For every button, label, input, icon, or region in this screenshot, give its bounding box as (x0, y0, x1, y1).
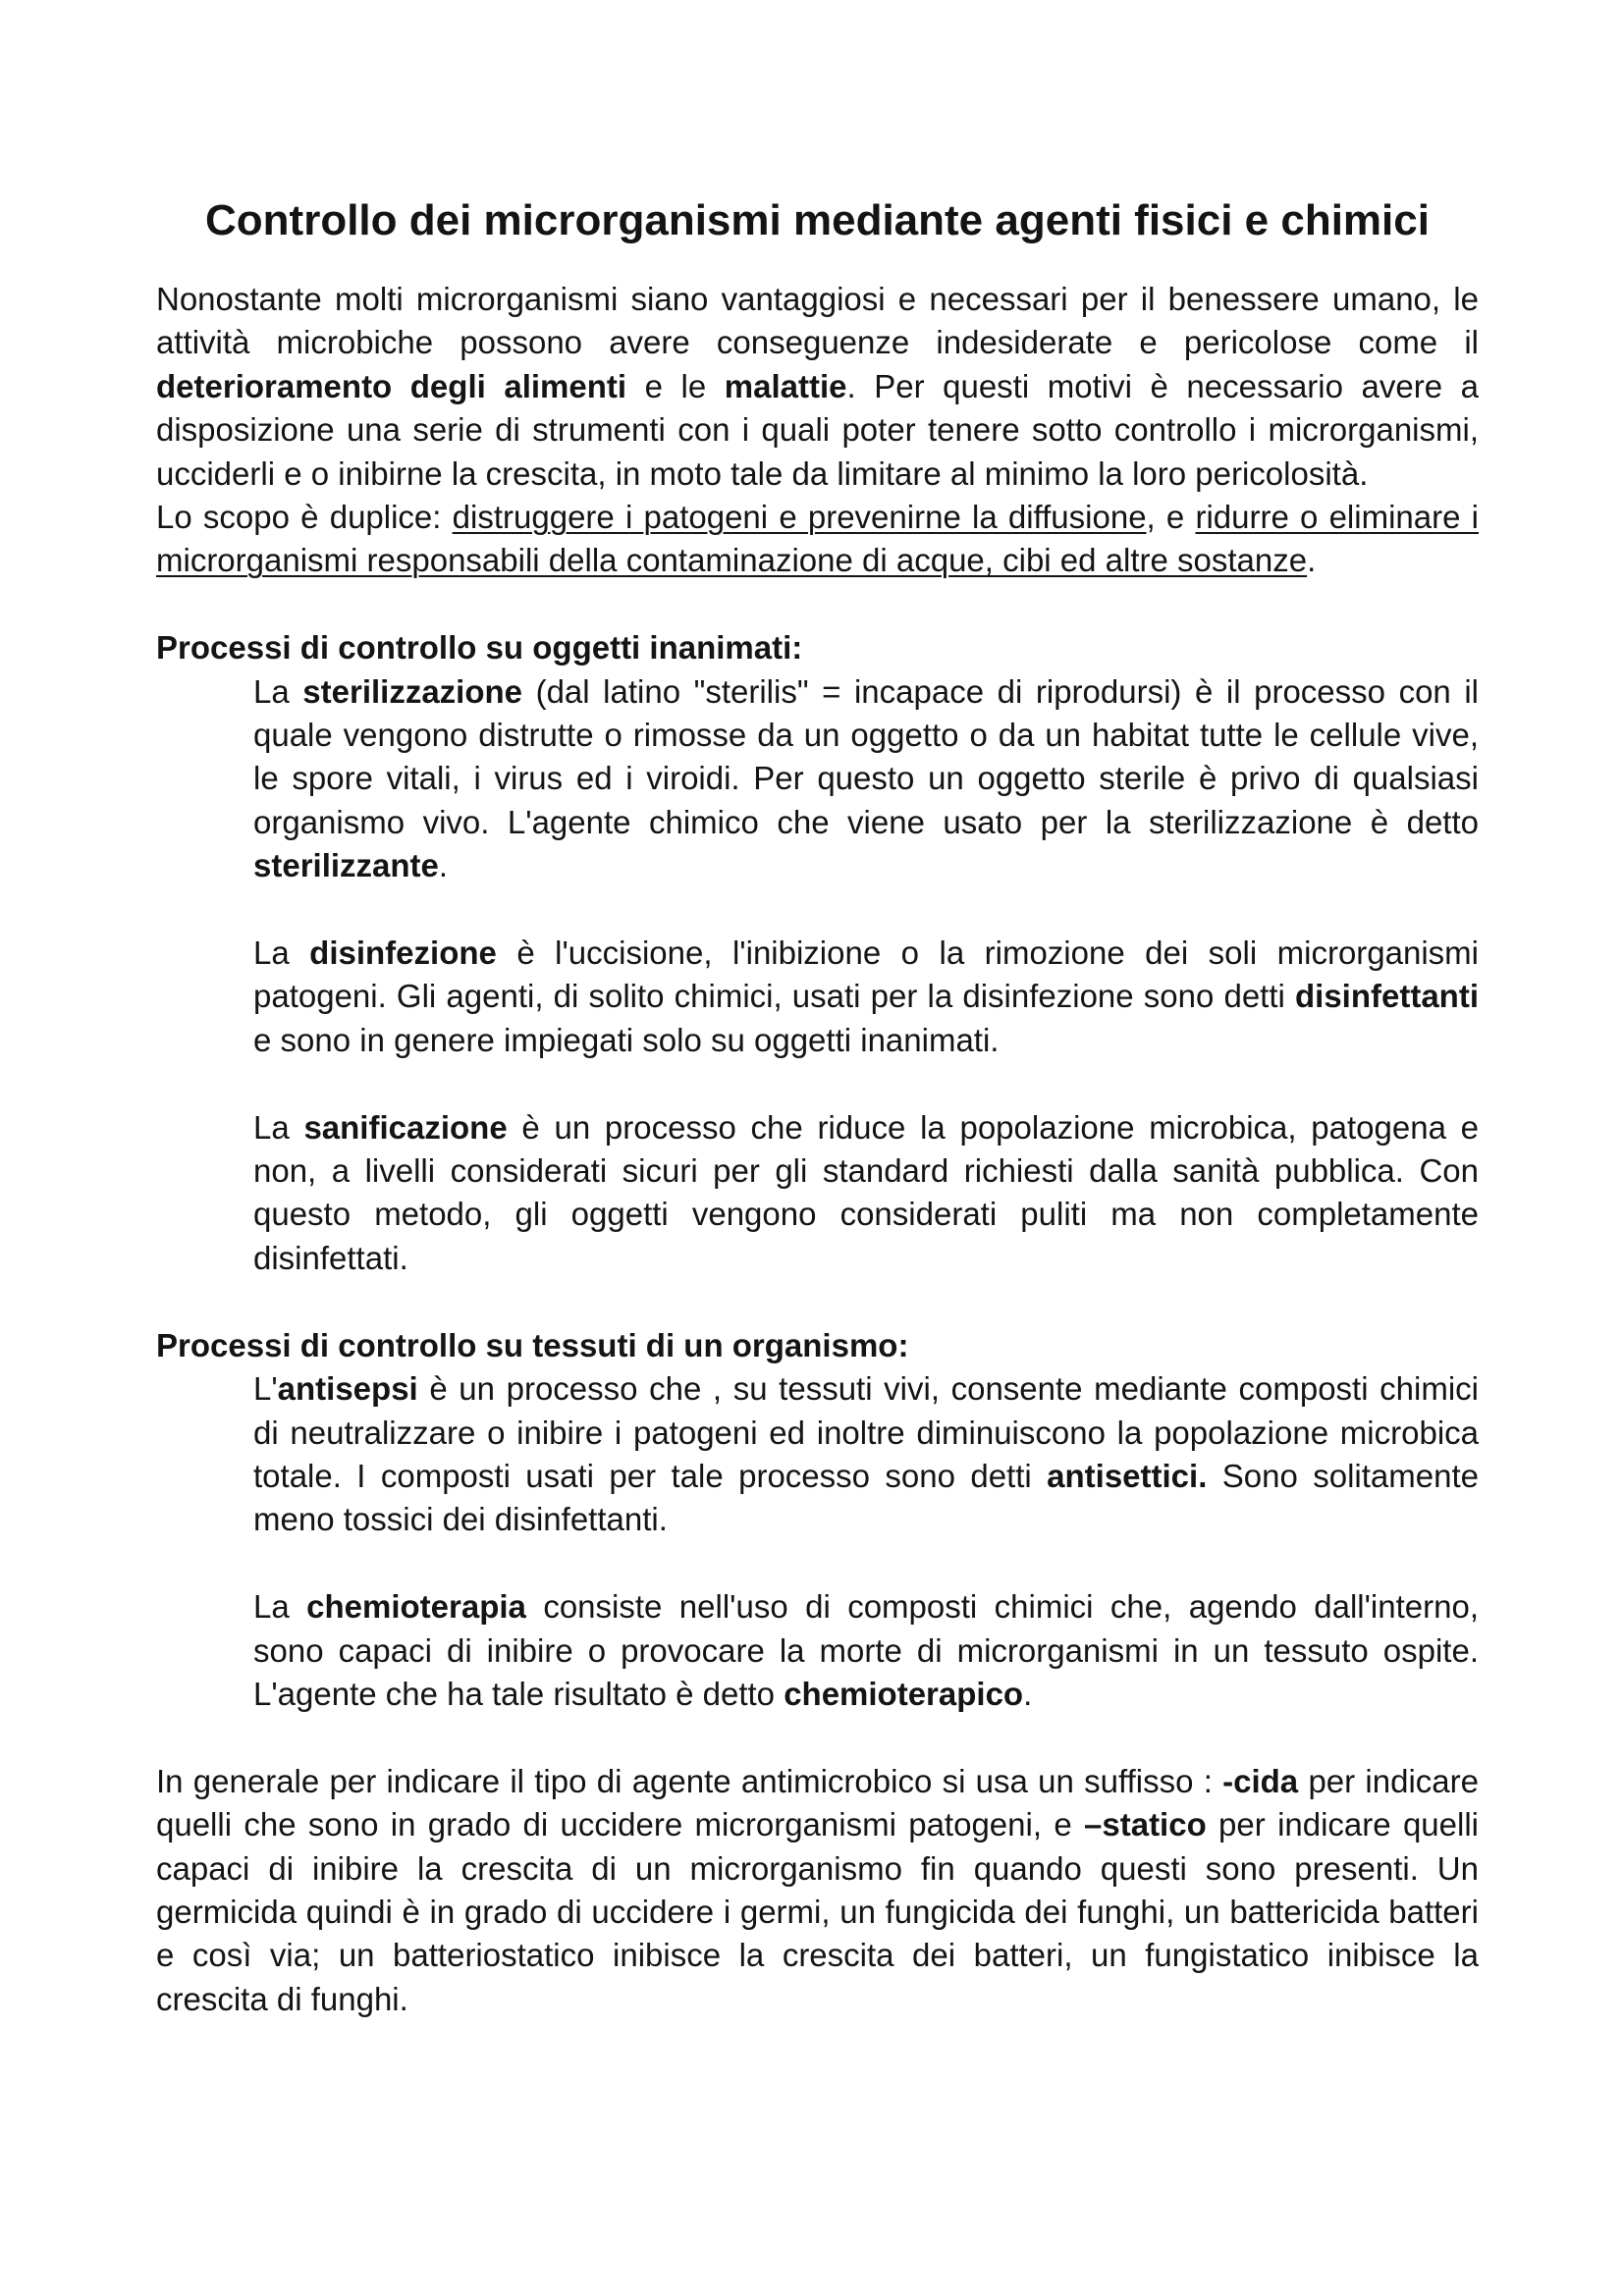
term-sterilizing-agent: sterilizzante (253, 847, 439, 884)
definition-text: è l'uccisione, l'inibizione o la rimozione dei soli microrganismi patogeni. Gli agenti, di solito chimici, usati per la disinfezione sono detti (253, 934, 1479, 1015)
definition-text: . (1023, 1675, 1033, 1712)
definition-text: consiste nell'uso di composti chimici che, agendo dall'interno, sono capaci di inibire o provocare la morte di microrganismi in un tessuto ospite. L'agente che ha tale risultato è detto (253, 1588, 1480, 1712)
definition-text: La (253, 672, 303, 710)
suffix-cida: -cida (1222, 1762, 1299, 1799)
aim-goal-underlined: distruggere i patogeni e prevenirne la diffusione (452, 499, 1147, 536)
term-sterilization: sterilizzazione (302, 672, 523, 710)
definition-text: è un processo che , su tessuti vivi, consente mediante composti chimici di neutralizzare o inibire i patogeni ed inoltre diminuiscono la popolazione microbica totale. I composti usati per tale processo sono detti (253, 1370, 1479, 1494)
suffix-statico: –statico (1084, 1806, 1207, 1843)
definition-text: L' (253, 1370, 278, 1408)
aim-paragraph (156, 496, 1479, 583)
page-title: Controllo dei microrganismi mediante agenti fisici e chimici (205, 196, 1430, 244)
conclusion-text: per indicare quelli capaci di inibire la crescita di un microrganismo fin quando questi sono presenti. Un germicida quindi è in grado di uccidere i germi, un fungicida dei funghi, un battericida batteri e così via; un batteriostatico inibisce la crescita dei batteri, un fungistatico inibisce la crescita di funghi. (156, 1806, 1480, 2017)
intro-text: e le (626, 367, 725, 404)
section-heading-inanimate: Processi di controllo su oggetti inanimati: (156, 629, 803, 667)
keyword-diseases: malattie (724, 367, 847, 404)
definition-text: è un processo che riduce la popolazione microbica, patogena e non, a livelli considerati sicuri per gli standard richiesti dalla sanità pubblica. Con questo metodo, gli oggetti vengono considerati puliti ma non completamente disinfettati. (253, 1108, 1480, 1276)
section-heading-tissues: Processi di controllo su tessuti di un organismo: (156, 1326, 909, 1363)
aim-goal-underlined: ridurre o eliminare i microrganismi responsabili della contaminazione di acque, cibi ed altre sostanze (156, 499, 1479, 579)
term-antisepsis: antisepsi (277, 1370, 418, 1408)
conclusion-text: In generale per indicare il tipo di agente antimicrobico si usa un suffisso : (156, 1762, 1223, 1799)
term-disinfectants: disinfettanti (1295, 978, 1479, 1015)
conclusion-paragraph (156, 1760, 1479, 2021)
term-chemotherapeutic: chemioterapico (784, 1675, 1024, 1712)
definition-text: La (253, 934, 310, 972)
definition-sanitization (253, 1106, 1479, 1281)
definition-disinfection (253, 932, 1479, 1062)
aim-text: Lo scopo è duplice: (156, 499, 453, 536)
term-antiseptics: antisettici. (1047, 1457, 1208, 1494)
definition-text: . (438, 847, 449, 884)
aim-text: . (1307, 542, 1317, 579)
aim-text: , e (1146, 499, 1196, 536)
definition-text: (dal latino "sterilis" = incapace di riprodursi) è il processo con il quale vengono distrutte o rimosse da un oggetto o da un habitat tutte le cellule vive, le spore vitali, i virus ed i viroidi. Per questo un oggetto sterile è privo di qualsiasi organismo vivo. L'agente chimico che viene usato per la sterilizzazione è detto (253, 672, 1480, 840)
definition-text: e sono in genere impiegati solo su oggetti inanimati. (253, 1021, 1000, 1058)
definition-antisepsis (253, 1367, 1479, 1542)
intro-text: . Per questi motivi è necessario avere a disposizione una serie di strumenti con i quali poter tenere sotto controllo i microrganismi, ucciderli e o inibirne la crescita, in moto tale da limitare al minimo la loro pericolosità. (156, 367, 1479, 492)
document-body (156, 195, 1479, 2021)
term-sanitization: sanificazione (303, 1108, 508, 1146)
definition-text: La (253, 1588, 307, 1626)
definition-text: La (253, 1108, 304, 1146)
definition-text: Sono solitamente meno tossici dei disinfettanti. (253, 1457, 1479, 1538)
intro-text: Nonostante molti microrganismi siano vantaggiosi e necessari per il benessere umano, le attività microbiche possono avere conseguenze indesiderate e pericolose come il (156, 281, 1479, 361)
definition-chemotherapy (253, 1585, 1479, 1716)
definition-sterilization (253, 670, 1479, 888)
term-chemotherapy: chemioterapia (306, 1588, 526, 1626)
term-disinfection: disinfezione (309, 934, 497, 972)
conclusion-text: per indicare quelli che sono in grado di uccidere microrganismi patogeni, e (156, 1762, 1479, 1843)
keyword-food-spoilage: deterioramento degli alimenti (156, 367, 627, 404)
intro-paragraph (156, 278, 1479, 496)
